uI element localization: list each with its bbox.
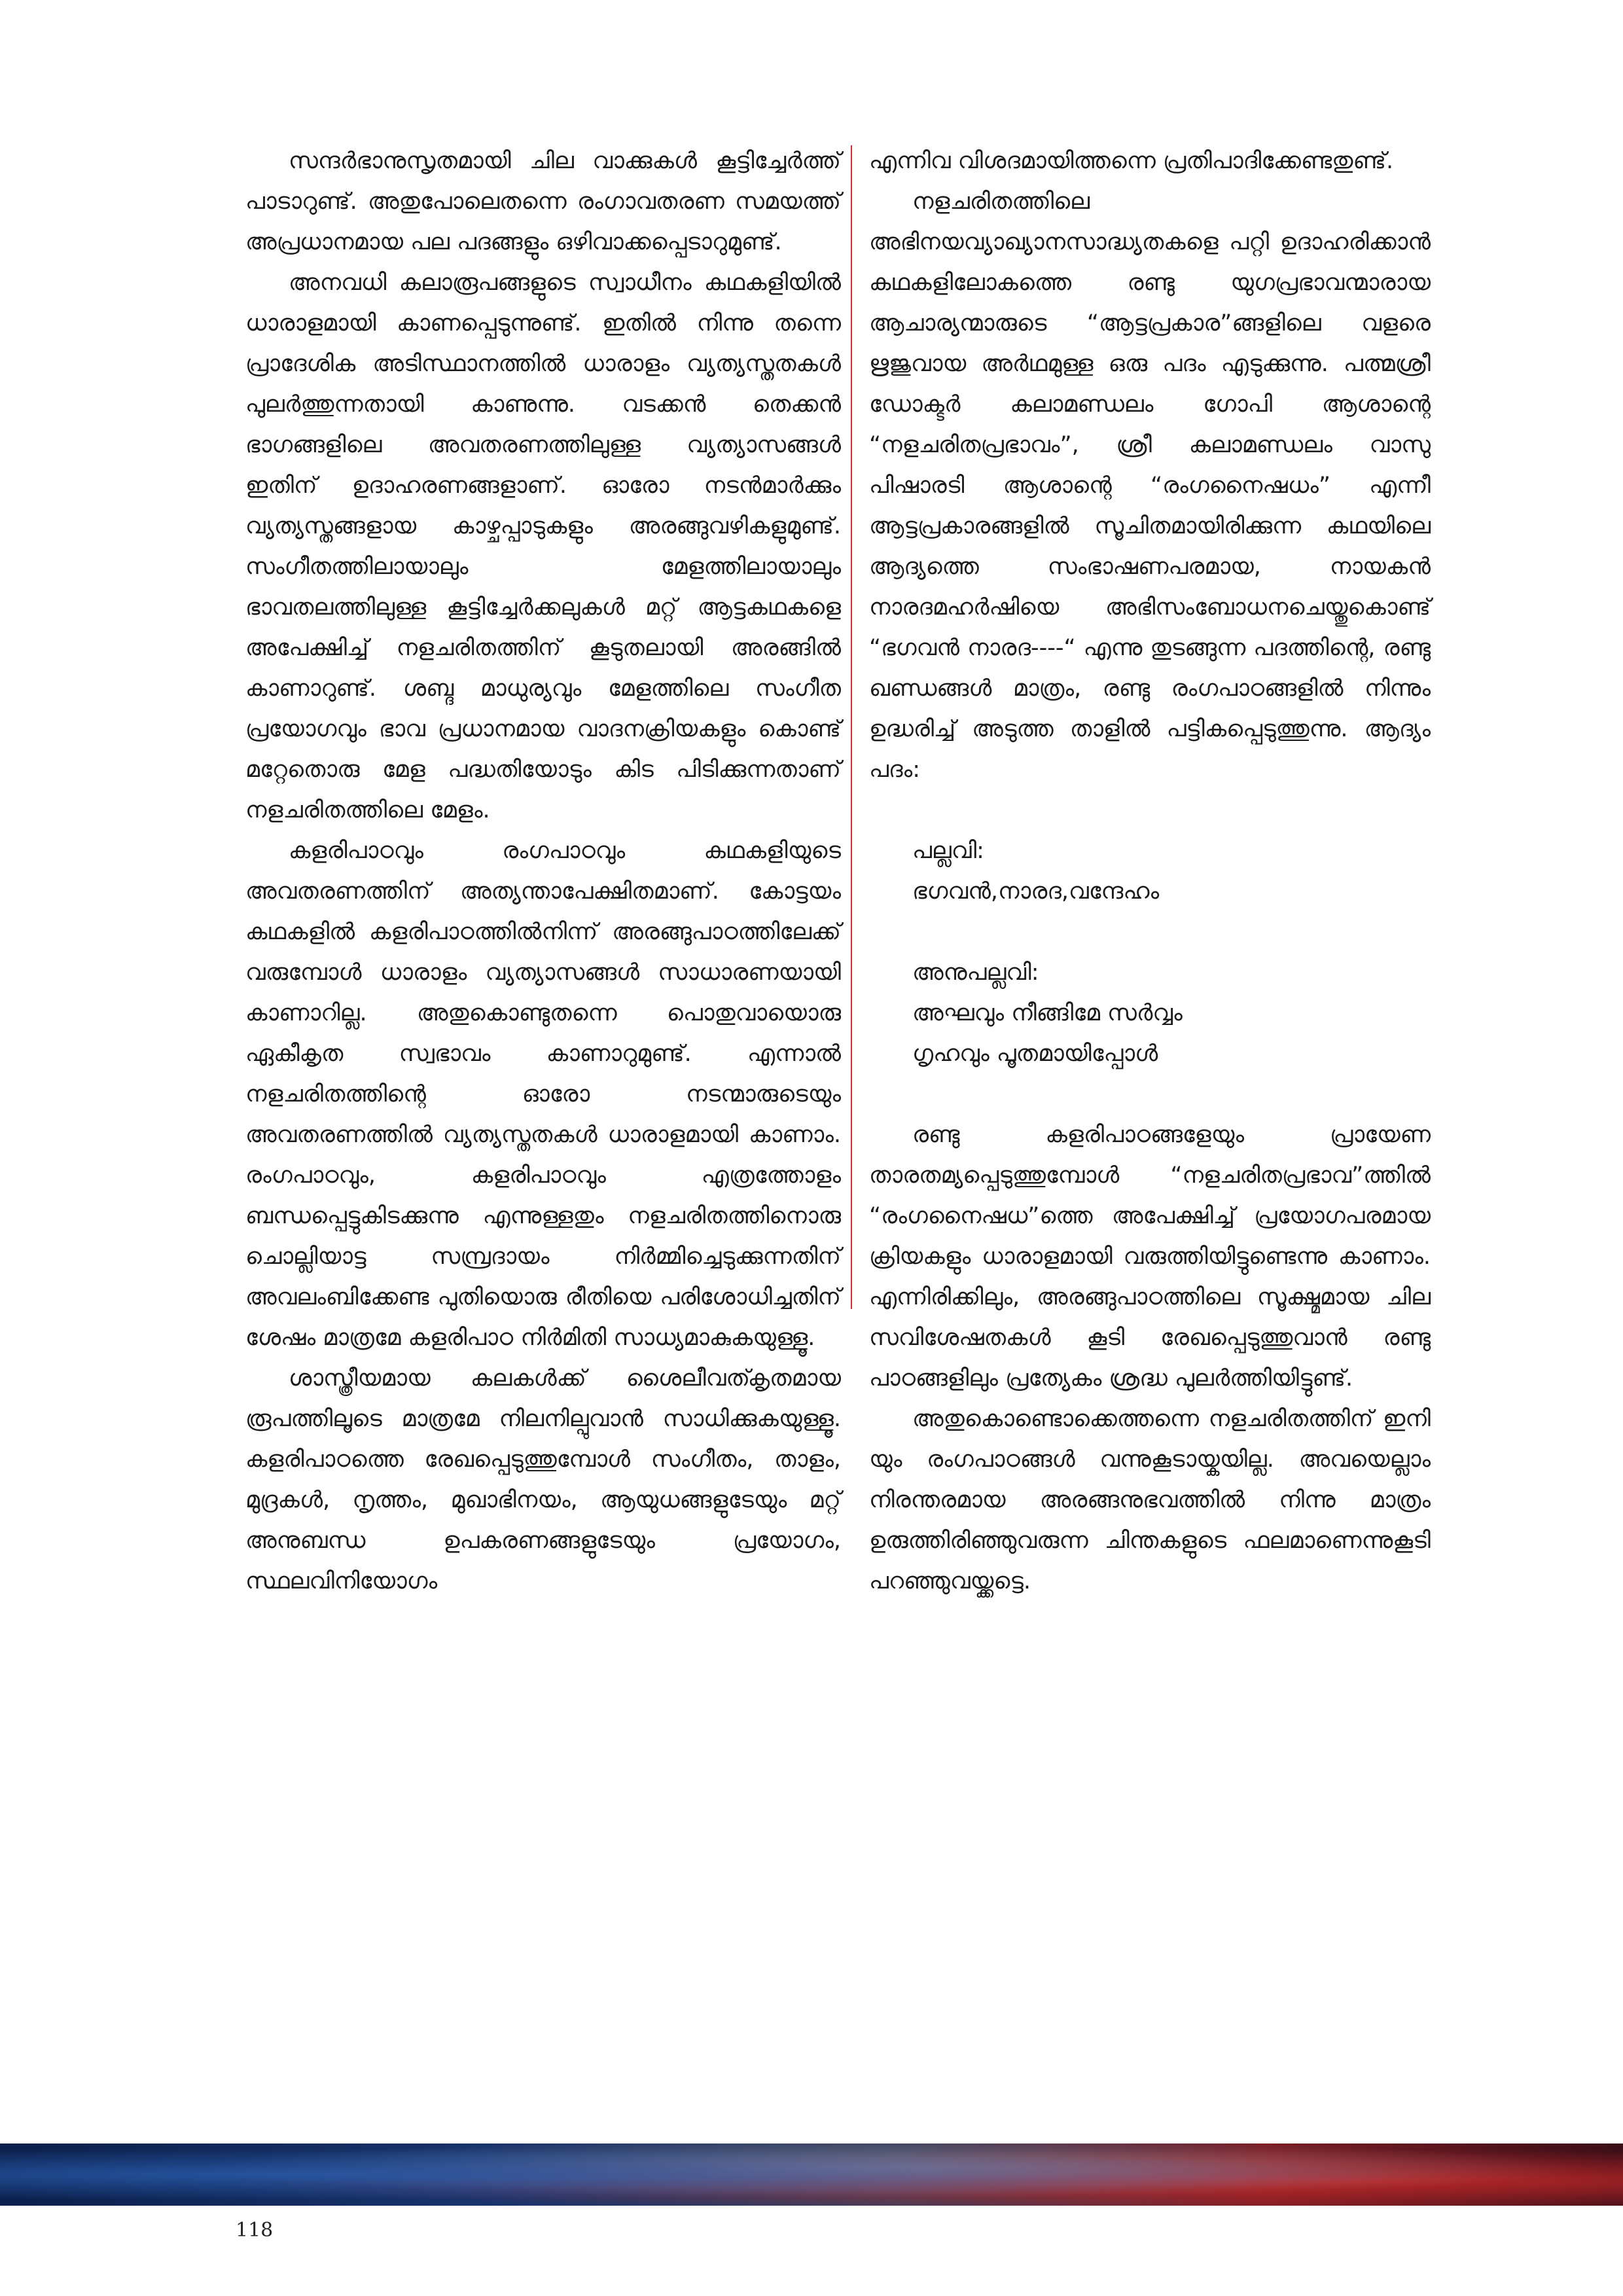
anupallavi-line-2: ഗൃഹവും പൂതമായിപ്പോൾ [912,1041,1158,1067]
page-number: 118 [236,2219,274,2242]
pallavi-text: ഭഗവൻ,നാരദ,വന്ദേഹം [912,878,1160,905]
left-paragraph-2: അനവധി കലാരൂപങ്ങളുടെ സ്വാധീനം കഥകളിയിൽ ധാരാളമായി കാണപ്പെടുന്നുണ്ട്. ഇതിൽ നിന്നു തന്നെ പ്രാദേശിക അടിസ്ഥാനത്തിൽ ധാരാളം വ്യത്യസ്തതകൾ പുലർത്തുന്നതായി കാണുന്നു. വടക്കൻ തെക്കൻ ഭാഗങ്ങളിലെ അവതരണത്തിലുള്ള വ്യത്യാസങ്ങൾ ഇതിന് ഉദാഹരണങ്ങളാണ്. ഓരോ നടൻമാർക്കും വ്യത്യസ്തങ്ങളായ കാഴ്ചപ്പാടുകളും അരങ്ങുവഴികളുമുണ്ട്. സംഗീതത്തിലായാലും മേളത്തിലായാലും ഭാവതലത്തിലുള്ള കൂട്ടിച്ചേർക്കലുകൾ മറ്റ് ആട്ടകഥകളെ അപേക്ഷിച്ച് നളചരിതത്തിന് കൂടുതലായി അരങ്ങിൽ കാണാറുണ്ട്. ശബ്ദ മാധുര്യവും മേളത്തിലെ സംഗീത പ്രയോഗവും ഭാവ പ്രധാനമായ വാദനക്രിയകളും കൊണ്ട് മറ്റേതൊരു മേള പദ്ധതിയോടും കിട പിടിക്കുന്നതാണ് നളചരിതത്തിലെ മേളം. [245,270,841,823]
left-column [245,141,841,1602]
anupallavi-label: അനുപല്ലവി: [912,960,1039,986]
pallavi-label: പല്ലവി: [912,838,984,864]
left-paragraph-4: ശാസ്ത്രീയമായ കലകൾക്ക് ശൈലീവത്കൃതമായ രൂപത്തിലൂടെ മാത്രമേ നിലനില്പുവാൻ സാധിക്കുകയുള്ളൂ. കളരിപാഠത്തെ രേഖപ്പെടുത്തുമ്പോൾ സംഗീതം, താളം, മുദ്രകൾ, നൃത്തം, മുഖാഭിനയം, ആയുധങ്ങളുടേയും മറ്റ് അനുബന്ധ ഉപകരണങ്ങളുടേയും പ്രയോഗം, സ്ഥലവിനിയോഗം [245,1365,841,1594]
right-intro: എന്നിവ വിശദമായിത്തന്നെ പ്രതിപാദിക്കേണ്ടതുണ്ട്. [869,148,1394,174]
left-paragraph-1: സന്ദർഭാനുസൃതമായി ചില വാക്കുകൾ കൂട്ടിച്ചേർത്ത് പാടാറുണ്ട്. അതുപോലെതന്നെ രംഗാവതരണ സമയത്ത് അപ്രധാനമായ പല പദങ്ങളും ഒഴിവാക്കപ്പെടാറുമുണ്ട്. [245,148,841,255]
right-column [869,141,1431,1602]
anupallavi-line-1: അഘവും നീങ്ങിമേ സർവ്വം [912,1000,1183,1026]
left-paragraph-3: കളരിപാഠവും രംഗപാഠവും കഥകളിയുടെ അവതരണത്തിന് അത്യന്താപേക്ഷിതമാണ്. കോട്ടയം കഥകളിൽ കളരിപാഠത്തിൽനിന്ന് അരങ്ങുപാഠത്തിലേക്ക് വരുമ്പോൾ ധാരാളം വ്യത്യാസങ്ങൾ സാധാരണയായി കാണാറില്ല. അതുകൊണ്ടുതന്നെ പൊതുവായൊരു ഏകീകൃത സ്വഭാവം കാണാറുമുണ്ട്. എന്നാൽ നളചരിതത്തിന്റെ ഓരോ നടന്മാരുടെയും അവതരണത്തിൽ വ്യത്യസ്തതകൾ ധാരാളമായി കാണാം. രംഗപാഠവും, കളരിപാഠവും എത്രത്തോളം ബന്ധപ്പെട്ടുകിടക്കുന്നു എന്നുള്ളതും നളചരിതത്തിനൊരു ചൊല്ലിയാട്ട സമ്പ്രദായം നിർമ്മിച്ചെടുക്കുന്നതിന് അവലംബിക്കേണ്ട പുതിയൊരു രീതിയെ പരിശോധിച്ചതിന് ശേഷം മാത്രമേ കളരിപാഠ നിർമിതി സാധ്യമാകുകയുള്ളൂ. [245,838,841,1351]
right-paragraph-1: നളചരിതത്തിലെ അഭിനയവ്യാഖ്യാനസാദ്ധ്യതകളെ പറ്റി ഉദാഹരിക്കാൻ കഥകളിലോകത്തെ രണ്ടു യുഗപ്രഭാവന്മാരായ ആചാര്യന്മാരുടെ “ആട്ടപ്രകാര”ങ്ങളിലെ വളരെ ഋജുവായ അർഥമുള്ള ഒരു പദം എടുക്കുന്നു. പത്മശ്രീ ഡോക്ടർ കലാമണ്ഡലം ഗോപി ആശാന്റെ “നളചരിതപ്രഭാവം”, ശ്രീ കലാമണ്ഡലം വാസു പിഷാരടി ആശാന്റെ “രംഗനൈഷധം” എന്നീ ആട്ടപ്രകാരങ്ങളിൽ സൂചിതമായിരിക്കുന്ന കഥയിലെ ആദ്യത്തെ സംഭാഷണപരമായ, നായകൻ നാരദമഹർഷിയെ അഭിസംബോധനചെയ്തുകൊണ്ട് “ഭഗവൻ നാരദ----“ എന്നു തുടങ്ങുന്ന പദത്തിന്റെ, രണ്ടു ഖണ്ഡങ്ങൾ മാത്രം, രണ്ടു രംഗപാഠങ്ങളിൽ നിന്നും ഉദ്ധരിച്ച് അടുത്ത താളിൽ പട്ടികപ്പെടുത്തുന്നു. ആദ്യം പദം: [869,188,1431,783]
column-divider [851,145,852,1309]
right-paragraph-3: അതുകൊണ്ടൊക്കെത്തന്നെ നളചരിതത്തിന് ഇനി യും രംഗപാഠങ്ങൾ വന്നുകൂടായ്കയില്ല. അവയെല്ലാം നിരന്തരമായ അരങ്ങനുഭവത്തിൽ നിന്നു മാത്രം ഉരുത്തിരിഞ്ഞുവരുന്ന ചിന്തകളുടെ ഫലമാണെന്നുകൂടി പറഞ്ഞുവയ്ക്കട്ടെ. [869,1406,1431,1594]
right-paragraph-2: രണ്ടു കളരിപാഠങ്ങളേയും പ്രായേണ താരതമ്യപ്പെടുത്തുമ്പോൾ “നളചരിതപ്രഭാവ”ത്തിൽ “രംഗനൈഷധ”ത്തെ അപേക്ഷിച്ച് പ്രയോഗപരമായ ക്രിയകളും ധാരാളമായി വരുത്തിയിട്ടുണ്ടെന്നു കാണാം. എന്നിരിക്കിലും, അരങ്ങുപാഠത്തിലെ സൂക്ഷ്മമായ ചില സവിശേഷതകൾ കൂടി രേഖപ്പെടുത്തുവാൻ രണ്ടു പാഠങ്ങളിലും പ്രത്യേകം ശ്രദ്ധ പുലർത്തിയിട്ടുണ്ട്. [869,1122,1431,1391]
footer-decorative-band [0,2144,1623,2206]
